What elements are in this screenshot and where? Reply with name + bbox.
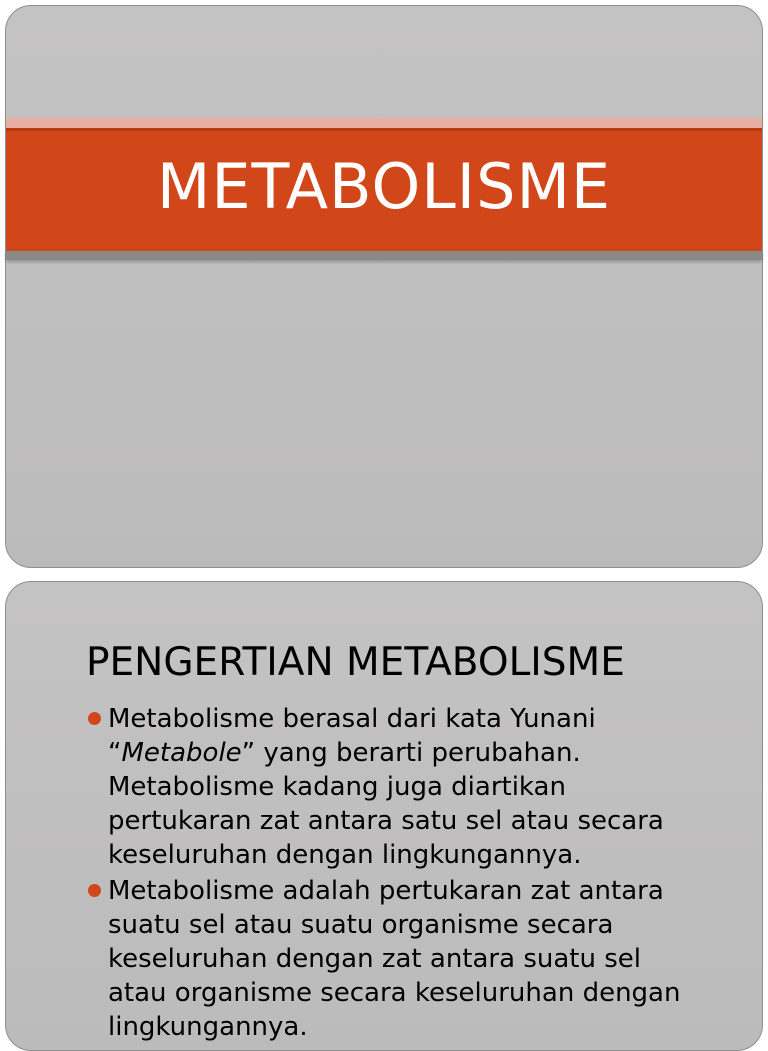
bullet-dot-icon — [88, 712, 101, 725]
bullet-line: Metabolisme berasal dari kata Yunani — [108, 704, 596, 734]
bullet-line: atau organisme secara keseluruhan dengan — [108, 978, 681, 1008]
content-slide[interactable] — [5, 581, 763, 1051]
title-banner — [6, 128, 762, 251]
bullet-text — [108, 874, 728, 1044]
bullet-item — [88, 874, 728, 1044]
slide-heading: PENGERTIAN METABOLISME — [86, 640, 625, 685]
slide-title: METABOLISME — [156, 149, 612, 223]
bullet-dot-icon — [88, 884, 101, 897]
bullet-line — [108, 736, 728, 770]
bullet-line: Metabolisme kadang juga diartikan — [108, 772, 566, 802]
bullet-line: pertukaran zat antara satu sel atau secara — [108, 806, 664, 836]
bullet-line: Metabolisme adalah pertukaran zat antara — [108, 876, 664, 906]
bullet-list — [88, 702, 728, 1046]
bullet-line-rest: ” yang berarti perubahan. — [241, 738, 581, 768]
bullet-line: lingkungannya. — [108, 1012, 308, 1042]
bullet-line: keseluruhan dengan lingkungannya. — [108, 840, 582, 870]
banner-bottom-accent — [6, 251, 762, 260]
bullet-line: keseluruhan dengan zat antara suatu sel — [108, 944, 641, 974]
title-slide[interactable] — [5, 5, 763, 568]
bullet-text — [108, 702, 728, 872]
open-quote: “ — [108, 738, 122, 768]
bullet-line: suatu sel atau suatu organisme secara — [108, 910, 614, 940]
bullet-item — [88, 702, 728, 872]
italic-term: Metabole — [121, 738, 242, 768]
banner-top-accent — [6, 118, 762, 128]
